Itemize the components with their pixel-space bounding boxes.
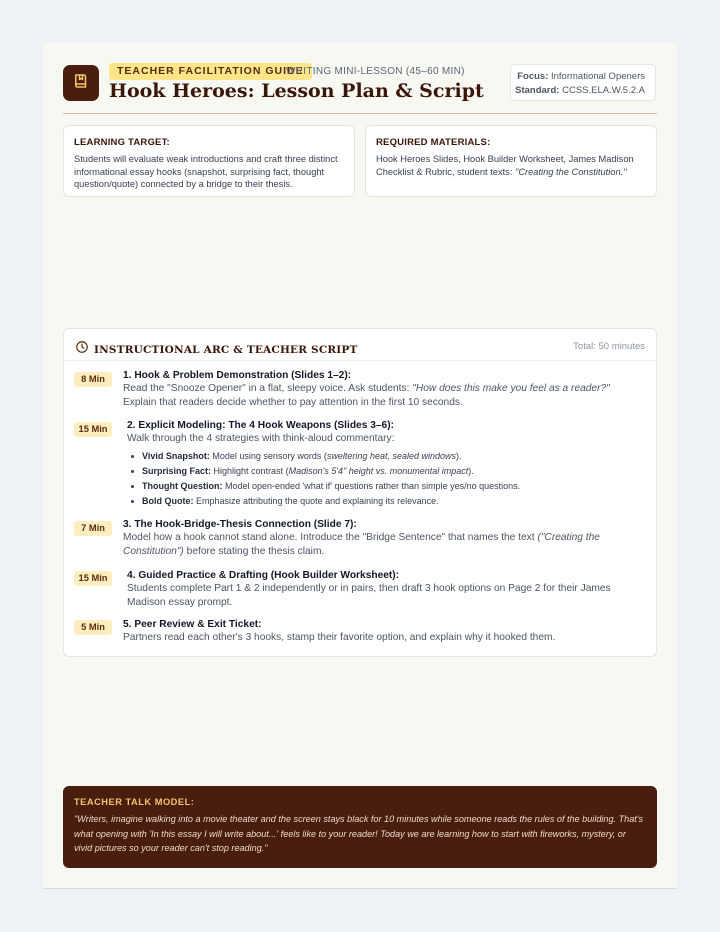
list-item [131,464,644,479]
materials-text-title: "Creating the Constitution." [515,166,627,177]
bullet-label: Bold Quote: [142,495,194,506]
guide-badge: TEACHER FACILITATION GUIDE [109,63,312,80]
list-item [131,449,644,464]
step-text-quote: "How does this make you feel as a reader?" [412,383,610,394]
step-text: Partners read each other's 3 hooks, stamp their favorite option, and explain why it hooked them. [123,632,556,643]
mini-lesson-label: WRITING MINI-LESSON (45–60 MIN) [286,66,465,77]
learning-target-label: LEARNING TARGET: [74,137,170,148]
step-body [127,419,644,509]
arc-total: Total: 50 minutes [573,341,645,352]
bullet-tail: ). [468,465,474,476]
focus-line [511,70,645,84]
step-title: 3. The Hook-Bridge-Thesis Connection (Slide 7): [123,519,357,530]
bullet-label: Vivid Snapshot: [142,450,210,461]
bullet-text: Highlight contrast ( [213,465,289,476]
focus-value: Informational Openers [551,71,645,82]
step-text-title: ("Creating the Constitution") [123,532,600,557]
step-text-part: Read the "Snooze Opener" in a flat, sleepy voice. Ask students: [123,383,410,394]
step-text: Walk through the 4 strategies with think-aloud commentary: [127,433,395,444]
bullet-text: Emphasize attributing the quote and explaining its relevance. [196,495,439,506]
bullet-text: Model open-ended 'what if' questions rather than simple yes/no questions. [225,480,521,491]
bullet-example: Madison's 5'4" height vs. monumental impact [288,465,469,476]
time-pill: 15 Min [74,422,112,437]
step-title: 5. Peer Review & Exit Ticket: [123,619,262,630]
time-pill: 8 Min [74,372,112,387]
list-item [131,494,644,509]
standard-label: Standard: [515,85,560,96]
step-text-part: Model how a hook cannot stand alone. Introduce the "Bridge Sentence" that names the text [123,532,535,543]
arc-title: INSTRUCTIONAL ARC & TEACHER SCRIPT [94,343,358,356]
arc-header [75,340,358,359]
step-text-part: before stating the thesis claim. [186,545,325,557]
time-pill: 7 Min [74,521,112,536]
step-title: 2. Explicit Modeling: The 4 Hook Weapons (Slides 3–6): [127,420,394,431]
step-text [123,531,644,558]
book-icon [72,72,90,95]
clock-icon [75,340,89,359]
hook-weapons-list [131,449,644,509]
step-title: 1. Hook & Problem Demonstration (Slides 1–2): [123,370,352,381]
step-text: Students complete Part 1 & 2 independently or in pairs, then draft 3 hook options on Page 2 for their James Madison essay prompt. [127,583,611,608]
step-text [123,382,644,409]
bullet-label: Thought Question: [142,480,223,491]
materials-label: REQUIRED MATERIALS: [376,137,491,148]
learning-target-card [63,125,355,197]
instructional-arc-card [63,328,657,657]
standard-value: CCSS.ELA.W.5.2.A [562,85,645,96]
time-pill: 5 Min [74,620,112,635]
step-body [123,518,644,558]
list-item [131,479,644,494]
bullet-example: sweltering heat, sealed windows [326,450,456,461]
bullet-text: Model using sensory words ( [212,450,327,461]
time-pill: 15 Min [74,571,112,586]
page-title: Hook Heroes: Lesson Plan & Script [109,80,484,102]
step-text-part: Explain that readers decide whether to pay attention in the first 10 seconds. [123,396,463,408]
lesson-plan-page [43,43,677,889]
meta-box [510,64,656,101]
step-body [123,618,644,645]
materials-text [376,153,646,178]
standard-line [511,84,645,98]
step-title: 4. Guided Practice & Drafting (Hook Builder Worksheet): [127,570,400,581]
bullet-tail: ). [456,450,462,461]
bullet-label: Surprising Fact: [142,465,212,476]
step-body [123,369,644,409]
teacher-talk-label: TEACHER TALK MODEL: [74,797,195,807]
logo-tile [63,65,99,101]
learning-target-text: Students will evaluate weak introductions and craft three distinct informational essay hooks (snapshot, surprising fact, thought question/quote) connected by a bridge to their thesis. [74,154,338,189]
teacher-talk-text: "Writers, imagine walking into a movie theater and the screen stays black for 10 minutes while someone reads the rules of the building. That's what opening with 'In this essay I will write about...' feels like to your reader! Today we are learning how to start with fireworks, mystery, or vivid pictures so your reader can't stop reading." [74,814,644,853]
focus-label: Focus: [517,71,549,82]
arc-divider [64,360,656,361]
step-body [127,569,644,609]
teacher-talk-box [63,786,657,868]
materials-list: Hook Heroes Slides, Hook Builder Worksheet, James Madison Checklist & Rubric, student texts: [376,154,634,177]
materials-card [365,125,657,197]
title-divider [63,113,657,114]
